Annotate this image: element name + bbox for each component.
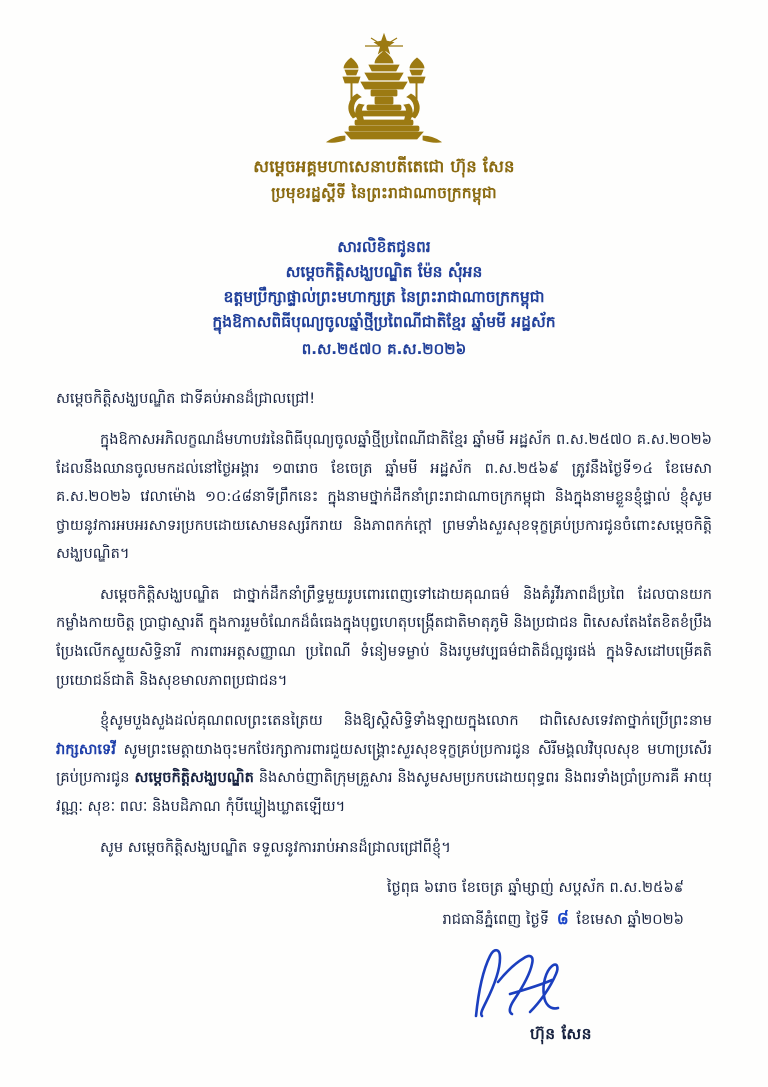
deity-name: វាក្សសាទេវី [56,740,116,758]
paragraph-3-recipient: សម្តេចកិត្តិសង្ឃបណ្ឌិត [134,769,254,787]
paragraph-3-tail: និងសាច់ញាតិក្រុមគ្រួសារ និងសូមសមប្រកបដោយពុទ្ធពរ និងពរទាំងប្រាំប្រការគឺ អាយុ វណ្ណៈ សុខៈ ពលៈ និងបដិភាណ កុំបីឃ្លៀងឃ្លាតឡើយ។ [56,769,713,816]
letter-body [56,385,712,862]
place-date-before: រាជធានីភ្នំពេញ ថ្ងៃទី [442,910,550,928]
recipient-name: សម្តេចកិត្តិសង្ឃបណ្ឌិត ម៉ែន ស៉ំអន [285,262,483,281]
subject-block [56,235,712,362]
header-line-1: សម្តេចអគ្គមហាសេនាបតីតេជោ ហ៊ុន សែន [253,157,515,176]
signature-area [56,942,712,1062]
footer-dates [56,874,712,936]
place-date-line [56,903,684,936]
closing-line: សូម សម្តេចកិត្តិសង្ឃបណ្ឌិត ទទួលនូវការរាប់អានដ៏ជ្រាលជ្រៅពីខ្ញុំ។ [100,838,451,856]
signatory-name: ហ៊ុន សែន [529,1024,592,1043]
header-line-2: ប្រមុខរដ្ឋស្តីទី នៃព្រះរាជាណាចក្រកម្ពុជា [271,183,497,202]
document-title: សារលិខិតជូនពរ [337,237,431,256]
body-paragraph-3 [56,707,712,821]
signature-mark [452,942,592,1026]
cambodia-royal-emblem-icon [309,32,459,148]
body-paragraph-2: សម្តេចកិត្តិសង្ឃបណ្ឌិត ជាថ្នាក់ដឹកនាំព្រឹទ្ធមួយរូបពោរពេញទៅដោយគុណធម៌ និងគំរូវីរភាពដ៏ប្រពៃ ដែលបានយកកម្លាំងកាយចិត្ត ប្រាជ្ញាស្មារតី ក្នុងការរួមចំណែកដ៏ធំធេងក្នុងបុព្វហេតុបង្រ្កើតជាតិមាតុភូមិ និងប្រជាជន ពិសេសតែងតែខិតខំប្រឹងប្រែងលើកស្ទួយសិទ្ធិនារី ការពារអត្តសញ្ញាណ ប្រពៃណី ទំនៀមទម្លាប់ និងរបូមវប្បធម៌ជាតិដ៏ល្អផូរផង់ ក្នុងទិសដៅបម្រើគតិប្រយោជន៍ជាតិ និងសុខមាលភាពប្រជាជន។ [56,585,712,689]
khmer-date-line: ថ្ងៃពុធ ៦រោច ខែចេត្រ ឆ្នាំម្សាញ់ សប្តស័ក ព.ស.២៥៦៩ [386,879,684,897]
paragraph-3-pre: ខ្ញុំសូមបួងសួងដល់គុណពលព្រះតេនត្រៃយ និងឱ្យស្តិសិទ្ធិទាំងឡាយក្នុងលោក ជាពិសេសទេវតាថ្នាក់ប្រើព្រះនាម [100,712,712,730]
occasion-year: ព.ស.២៥៧០ គ.ស.២០២៦ [301,340,467,359]
salutation: សម្តេចកិត្តិសង្ឃបណ្ឌិត ជាទីគប់អានដ៏ជ្រាលជ្រៅ! [56,390,316,408]
handwritten-day: ៨ [556,908,569,929]
header-titles [56,154,712,205]
paragraph-3-post: សូមព្រះមេត្តាយាងចុះមកថែរក្សាការពារជួយសង្គ្រោះសួរសុខទុក្ខគ្រប់ប្រការជូន សិរីមង្គលវិបុលសុខ មហាប្រសើរគ្រប់ប្រការជូន [56,740,712,787]
body-paragraph-1: ក្នុងឱកាសអភិលក្ខណដ៏មហាបវរនៃពិធីបុណ្យចូលឆ្នាំថ្មីប្រពៃណីជាតិខ្មែរ ឆ្នាំមមី អដ្ឋស័ក ព.ស.២៥៧០ គ.ស.២០២៦ ដែលនឹងឈានចូលមកដល់នៅថ្ងៃអង្គារ ១៣រោច ខែចេត្រ ឆ្នាំមមី អដ្ឋស័ក ព.ស.២៥៦៩ ត្រូវនឹងថ្ងៃទី១៤ ខែមេសា គ.ស.២០២៦ វេលាម៉ោង ១០:៤៨នាទីព្រឹកនេះ ក្នុងនាមថ្នាក់ដឹកនាំព្រះរាជាណាចក្រកម្ពុជា និងក្នុងនាមខ្លួនខ្ញុំផ្ទាល់ ខ្ញុំសូមថ្វាយនូវការអបអរសាទរប្រកបដោយសោមនស្សរីករាយ និងភាពកក់ក្តៅ ព្រមទាំងសួរសុខទុក្ខគ្រប់ប្រការជូនចំពោះសម្តេចកិត្តិសង្ឃបណ្ឌិត។ [56,430,712,563]
place-date-after: ខែមេសា ឆ្នាំ២០២៦ [576,910,684,928]
occasion-line: ក្នុងឱកាសពិធីបុណ្យចូលឆ្នាំថ្មីប្រពៃណីជាតិខ្មែរ ឆ្នាំមមី អដ្ឋស័ក [212,312,556,331]
emblem-container [56,32,712,150]
recipient-title: ឧត្តមប្រឹក្សាផ្ទាល់ព្រះមហាក្សត្រ នៃព្រះរាជាណាចក្រកម្ពុជា [223,287,545,306]
